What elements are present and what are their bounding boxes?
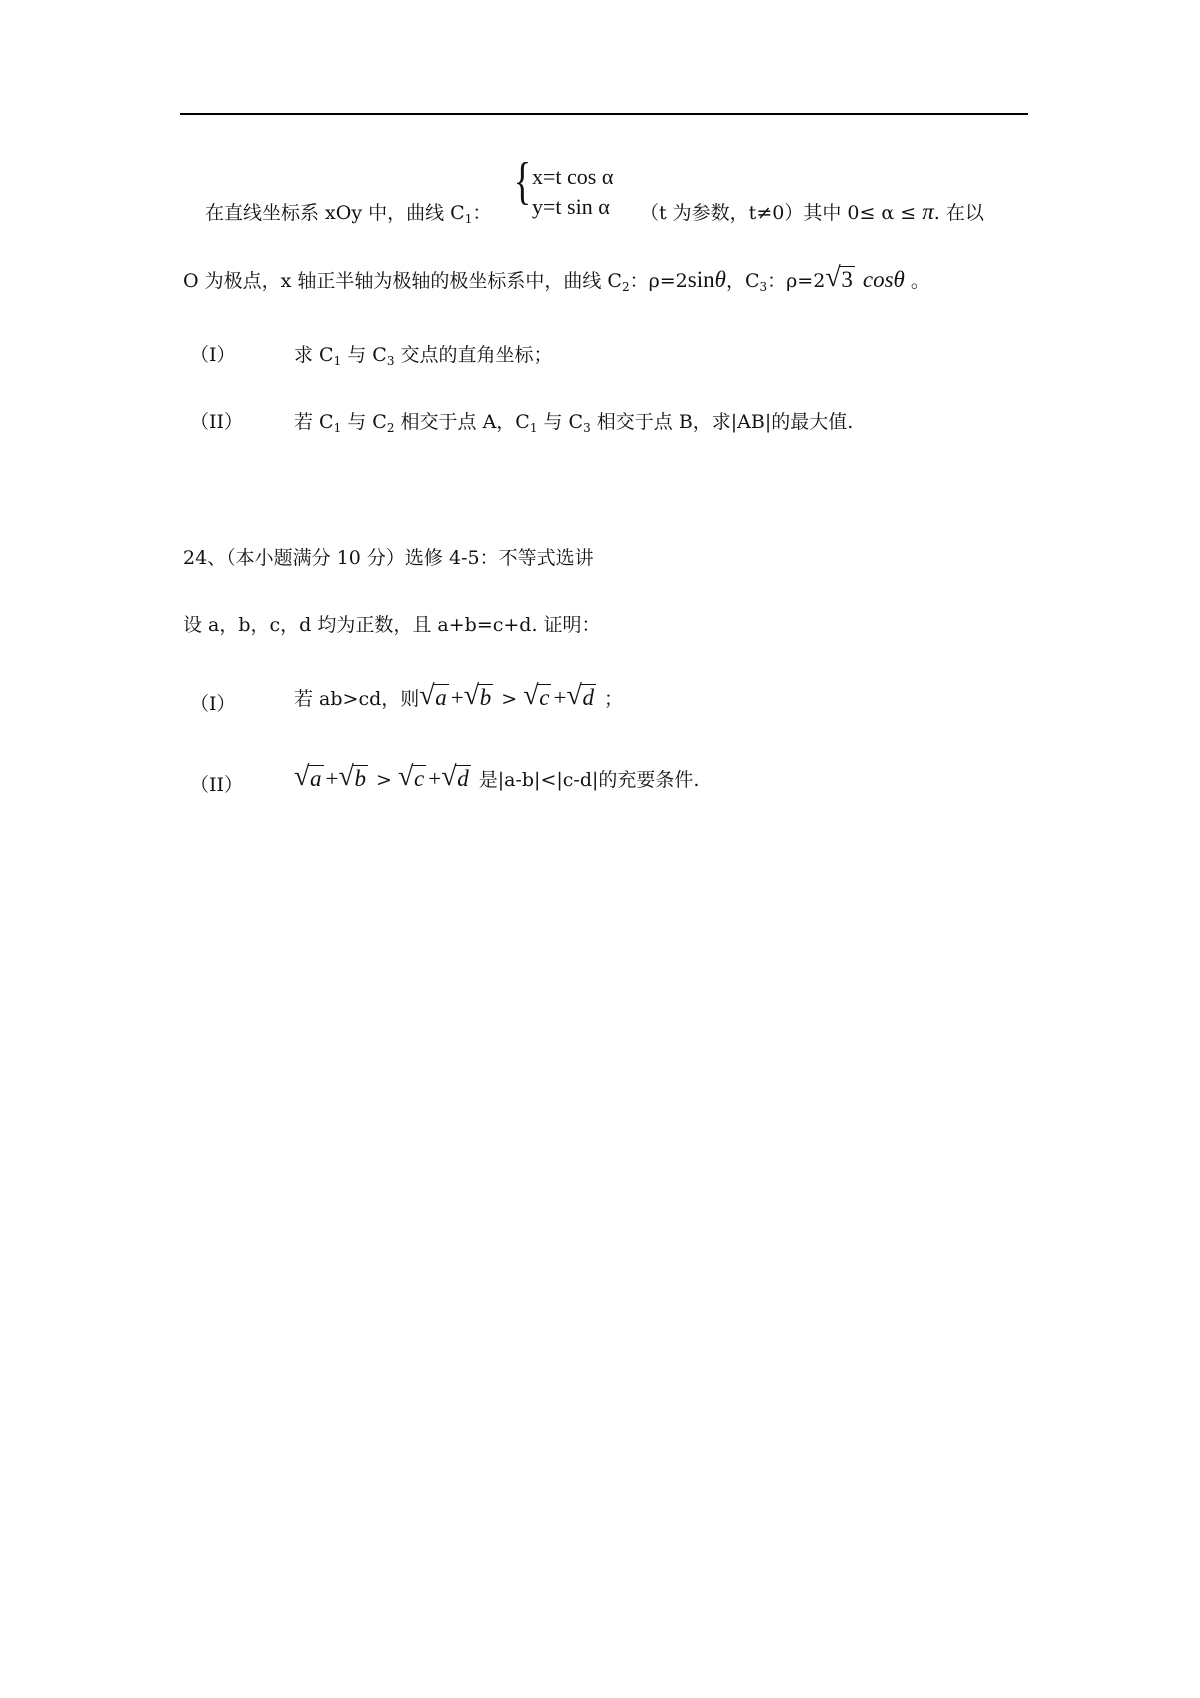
p23-line2: O 为极点，x 轴正半轴为极轴的极坐标系中，曲线 $C_2$：ρ=2sinθ，$C_3$：ρ=2 √ 3 cosθ 。 (183, 262, 930, 294)
sqrt-c: √ c (523, 680, 550, 711)
p24-title: 24、（本小题满分 10 分）选修 4-5：不等式选讲 (183, 547, 594, 569)
sqrt-3: √ 3 (825, 262, 853, 293)
sqrt-b: √ b (463, 680, 492, 711)
sqrt-a-2: √ a (294, 761, 322, 792)
p24-q2-number: （II） (190, 774, 244, 796)
p24-q1-text: 若 ab>cd，则 √ a + √ b > √ c + √ d ； (294, 680, 624, 711)
system-x-row: x=t cos α (532, 164, 614, 189)
sqrt-d: √ d (566, 680, 594, 711)
sqrt-b-2: √ b (338, 761, 366, 792)
p24-intro: 设 a，b，c，d 均为正数，且 a+b=c+d. 证明： (183, 614, 601, 636)
left-brace: { (513, 153, 532, 210)
p23-q2-text: 若 $C_1$ 与 $C_2$ 相交于点 A，$C_1$ 与 $C_3$ 相交于点 B，求|AB|的最大值. (294, 411, 854, 435)
p23-q2-number: （II） (190, 411, 244, 433)
parametric-system (510, 153, 660, 222)
p23-q1-number: （I） (190, 344, 236, 366)
sqrt-c-2: √ c (398, 761, 425, 792)
header-rule (180, 113, 1028, 115)
sqrt-a: √ a (419, 680, 447, 711)
p24-q2-text: √ a + √ b > √ c + √ d 是|a-b|<|c-d|的充要条件. (294, 761, 700, 792)
system-y-row: y=t sin α (532, 194, 610, 219)
sqrt-d-2: √ d (441, 761, 469, 792)
p23-q1-text: 求 $C_1$ 与 $C_3$ 交点的直角坐标； (294, 344, 553, 368)
p24-q1-number: （I） (190, 693, 236, 715)
p23-line1-prefix: 在直线坐标系 xOy 中，曲线 $C_1$： (205, 202, 492, 226)
p23-line1-suffix: （t 为参数，t≠0）其中 0≤ α ≤ π. 在以 (640, 199, 984, 224)
